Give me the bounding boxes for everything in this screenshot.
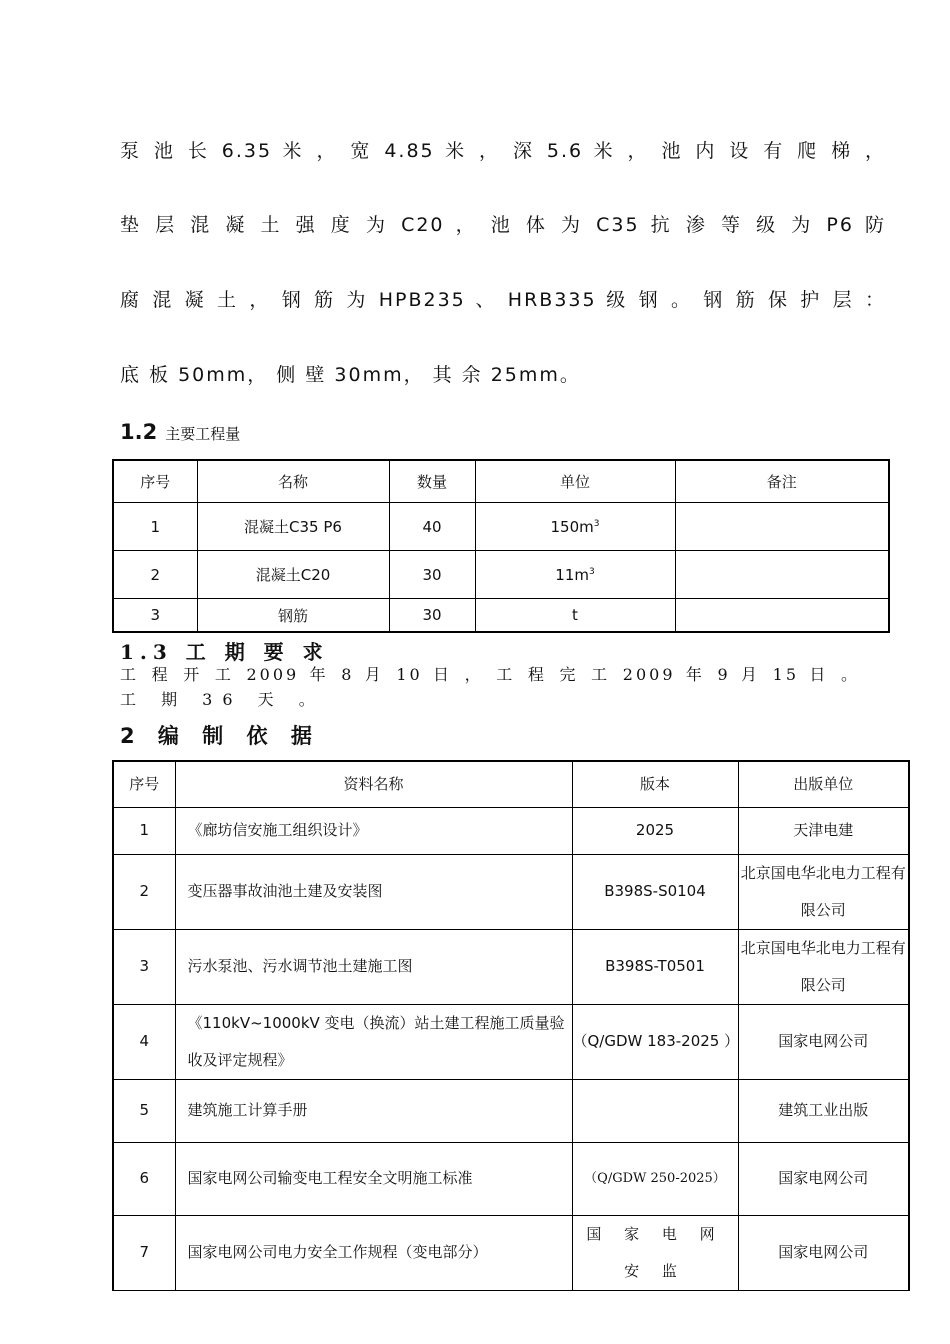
unit-text: 150m [550, 517, 594, 536]
section-number: 1.2 [120, 420, 158, 444]
unit-superscript: 3 [593, 518, 600, 529]
cell-no: 1 [113, 807, 175, 854]
cell-no: 2 [113, 854, 175, 929]
cell-doc-name: 变压器事故油池土建及安装图 [175, 854, 572, 929]
table-row [113, 1142, 909, 1215]
cell-note [675, 503, 889, 551]
table-row [113, 551, 889, 599]
cell-publisher: 国家电网公司 [738, 1215, 909, 1290]
cell-note [675, 551, 889, 599]
cell-version: 国 家 电 网 安 监 [572, 1215, 738, 1290]
cell-version: B398S-S0104 [572, 854, 738, 929]
section-1-2-heading [120, 420, 240, 444]
cell-publisher: 国家电网公司 [738, 1142, 909, 1215]
cell-version: （Q/GDW 183-2025 ） [572, 1004, 738, 1079]
cell-doc-name: 《廊坊信安施工组织设计》 [175, 807, 572, 854]
unit-text: t [572, 606, 578, 624]
section-1-3-heading: 1.3 工 期 要 求 [120, 640, 329, 664]
cell-no: 2 [113, 551, 197, 599]
cell-name: 钢筋 [197, 599, 389, 633]
header-cell: 单位 [475, 460, 675, 503]
table-row [113, 854, 909, 929]
header-cell: 出版单位 [738, 761, 909, 807]
table-row [113, 929, 909, 1004]
header-cell: 序号 [113, 460, 197, 503]
intro-line-4: 底 板 50mm， 侧 壁 30mm， 其 余 25mm。 [120, 364, 581, 386]
cell-no: 5 [113, 1079, 175, 1142]
cell-note [675, 599, 889, 633]
cell-doc-name: 《110kV~1000kV 变电（换流）站土建工程施工质量验收及评定规程》 [175, 1004, 572, 1079]
table-header-row [113, 460, 889, 503]
cell-publisher: 天津电建 [738, 807, 909, 854]
cell-publisher: 北京国电华北电力工程有限公司 [738, 854, 909, 929]
cell-no: 3 [113, 929, 175, 1004]
cell-name: 混凝土C35 P6 [197, 503, 389, 551]
cell-qty: 30 [389, 551, 475, 599]
section-2-heading: 2 编 制 依 据 [120, 724, 320, 748]
cell-version [572, 1079, 738, 1142]
cell-no: 3 [113, 599, 197, 633]
section-title: 主要工程量 [165, 425, 241, 443]
intro-line-3: 腐 混 凝 土 ， 钢 筋 为 HPB235 、 HRB335 级 钢 。 钢 筋 保 护 层 ： [120, 289, 886, 311]
header-cell: 版本 [572, 761, 738, 807]
cell-publisher: 北京国电华北电力工程有限公司 [738, 929, 909, 1004]
table-row [113, 503, 889, 551]
header-cell: 数量 [389, 460, 475, 503]
cell-version: 2025 [572, 807, 738, 854]
cell-name: 混凝土C20 [197, 551, 389, 599]
cell-qty: 30 [389, 599, 475, 633]
table-row [113, 1079, 909, 1142]
header-cell: 序号 [113, 761, 175, 807]
cell-publisher: 国家电网公司 [738, 1004, 909, 1079]
table-row [113, 807, 909, 854]
cell-doc-name: 建筑施工计算手册 [175, 1079, 572, 1142]
cell-no: 1 [113, 503, 197, 551]
cell-version: （Q/GDW 250-2025） [572, 1142, 738, 1215]
table-row [113, 1004, 909, 1079]
header-cell: 资料名称 [175, 761, 572, 807]
basis-table [112, 760, 910, 1291]
schedule-line-1: 工 程 开 工 2009 年 8 月 10 日 ， 工 程 完 工 2009 年 9 月 15 日 。 [120, 665, 860, 684]
quantity-table [112, 459, 890, 633]
cell-qty: 40 [389, 503, 475, 551]
cell-publisher: 建筑工业出版 [738, 1079, 909, 1142]
unit-superscript: 3 [588, 566, 595, 577]
cell-unit [475, 599, 675, 633]
cell-no: 7 [113, 1215, 175, 1290]
cell-unit [475, 551, 675, 599]
cell-doc-name: 污水泵池、污水调节池土建施工图 [175, 929, 572, 1004]
cell-unit [475, 503, 675, 551]
intro-line-1: 泵 池 长 6.35 米 ， 宽 4.85 米 ， 深 5.6 米 ， 池 内 设 有 爬 梯 ， [120, 140, 886, 162]
header-cell: 名称 [197, 460, 389, 503]
cell-doc-name: 国家电网公司输变电工程安全文明施工标准 [175, 1142, 572, 1215]
cell-doc-name: 国家电网公司电力安全工作规程（变电部分） [175, 1215, 572, 1290]
table-row [113, 599, 889, 633]
cell-no: 6 [113, 1142, 175, 1215]
table-header-row [113, 761, 909, 807]
header-cell: 备注 [675, 460, 889, 503]
cell-version: B398S-T0501 [572, 929, 738, 1004]
intro-line-2: 垫 层 混 凝 土 强 度 为 C20 ， 池 体 为 C35 抗 渗 等 级 为 P6 防 [120, 214, 886, 236]
unit-text: 11m [555, 565, 589, 584]
schedule-line-2: 工 期 36 天 。 [120, 690, 325, 709]
table-row [113, 1215, 909, 1290]
cell-no: 4 [113, 1004, 175, 1079]
